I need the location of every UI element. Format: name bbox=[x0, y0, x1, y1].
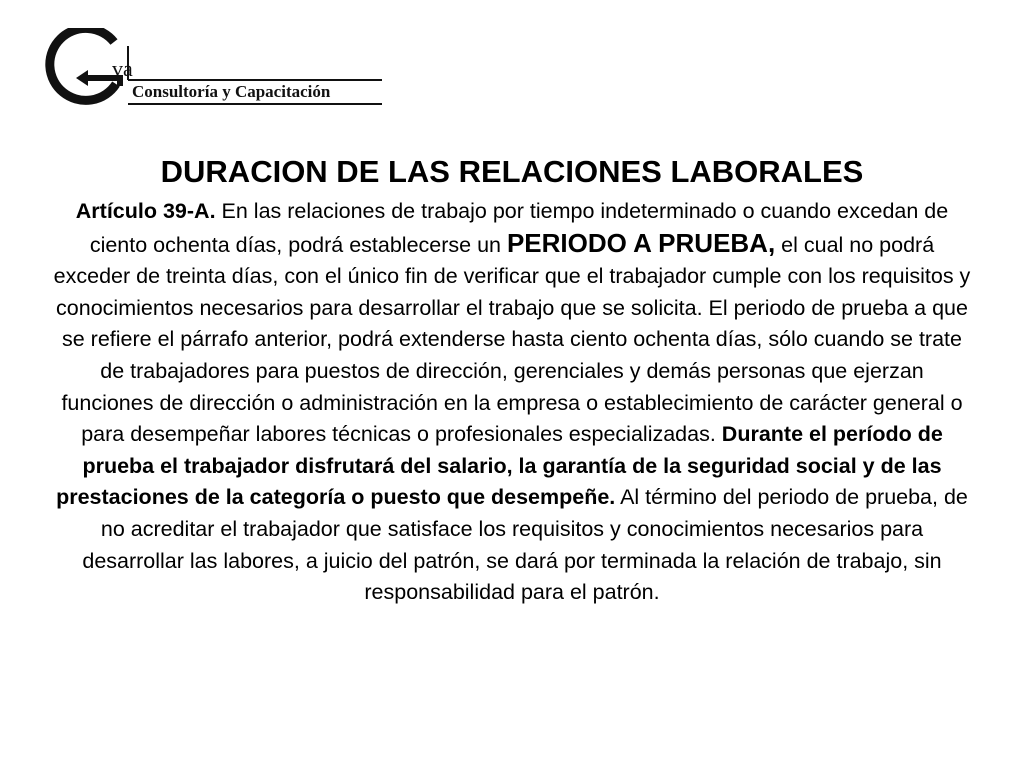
slide-title: DURACION DE LAS RELACIONES LABORALES bbox=[160, 154, 864, 189]
article-label: Artículo 39-A. bbox=[75, 199, 216, 223]
bold-statement: Durante el período de prueba el trabajador disfrutará del salario, la garantía de la seguridad social y de las prestaciones de la categoría o puesto que desempeñe. bbox=[56, 422, 943, 510]
article-paragraph bbox=[52, 196, 972, 609]
company-name: Consultoría y Capacitación bbox=[132, 82, 331, 101]
paragraph-part-3: Al término del periodo de prueba, de no acreditar el trabajador que satisface los requisitos y conocimientos necesarios para desarrollar las labores, a juicio del patrón, se dará por terminada la relación de trabajo, sin responsabilidad para el patrón. bbox=[82, 485, 968, 605]
trial-period-highlight: PERIODO A PRUEBA, bbox=[506, 227, 776, 258]
company-logo bbox=[28, 28, 388, 108]
logo-suffix: va bbox=[112, 56, 133, 81]
paragraph-part-2: el cual no podrá exceder de treinta días, con el único fin de verificar que el trabajador cumple con los requisitos y conocimientos necesarios para desarrollar el trabajo que se solicita. El periodo de prueba a que se refiere el párrafo anterior, podrá extenderse hasta ciento ochenta días, sólo cuando se trate de trabajadores para puestos de dirección, gerenciales y demás personas que ejerzan funciones de dirección o administración en la empresa o establecimiento de carácter general o para desempeñar labores técnicas o profesionales especializadas. bbox=[53, 232, 971, 447]
paragraph-part-1: En las relaciones de trabajo por tiempo indeterminado o cuando excedan de ciento ochenta días, podrá establecerse un bbox=[89, 199, 949, 257]
